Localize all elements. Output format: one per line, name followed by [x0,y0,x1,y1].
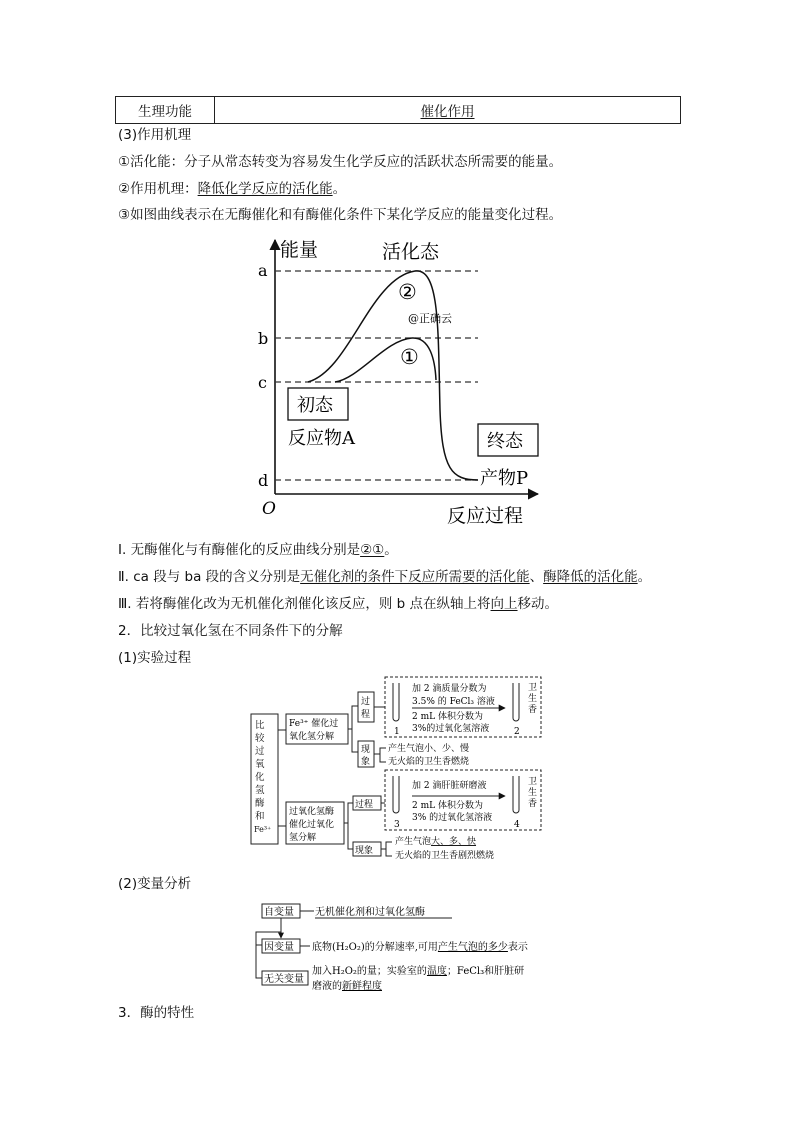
test-tube-2 [513,683,519,721]
p1-text: 2 mL 体积分数为 [412,712,483,722]
question-3: Ⅲ. 若将酶催化改为无机催化剂催化该反应，则 b 点在纵轴上将向上移动。 [118,596,559,612]
tube-3-label: 3 [394,820,400,830]
question-1: Ⅰ. 无酶催化与有酶催化的反应曲线分别是②①。 [118,542,398,558]
test-tube-4 [513,776,519,813]
p1-text: 3%的过氧化氢溶液 [412,724,490,734]
p2-text: 加 2 滴肝脏研磨液 [412,781,487,791]
variable-heading: (2)变量分析 [118,876,192,892]
origin-label: O [262,499,276,519]
active-state-label: 活化态 [382,241,440,263]
energy-diagram [250,232,550,528]
enzyme-box-line: 催化过氧化 [289,820,335,830]
main-char: 较 [255,733,265,744]
q3-answer: 向上 [490,596,518,612]
irrelevant-label: 无关变量 [264,974,304,985]
main-char: 氧 [255,759,265,770]
incense-1-char: 卫 [528,683,538,693]
incense-2-char: 卫 [528,777,538,787]
p1-text: 加 2 滴质量分数为 [412,684,487,694]
paragraph-mechanism: ②作用机理：降低化学反应的活化能。 [118,181,347,197]
final-state-label: 终态 [487,431,523,452]
function-table [115,96,681,124]
mechanism-answer: 降低化学反应的活化能 [197,181,333,197]
tube-1-label: 1 [394,727,400,737]
phenomenon-2-label: 现象 [355,846,374,856]
experiment-flowchart [248,674,544,866]
fe-box-line: Fe³⁺ 催化过 [289,719,339,729]
test-tube-1 [393,683,399,721]
dependent-label: 因变量 [264,942,294,953]
variable-diagram [254,900,554,996]
q1-answer: ②① [360,542,385,558]
phenomenon-1-a: 产生气泡小、少、慢 [388,744,470,754]
section-2-heading: 2．比较过氧化氢在不同条件下的分解 [118,623,343,639]
incense-1-char: 生 [528,694,538,704]
enzyme-box-line: 氢分解 [289,833,317,843]
curve-enzyme [335,338,436,382]
level-c-label: c [258,373,267,392]
q2-answer-2: 酶降低的活化能 [543,569,638,585]
main-char: 氢 [255,785,265,796]
incense-1-char: 香 [528,705,538,715]
s3-heading: (3)作用机理 [118,127,192,143]
paragraph-activation-energy: ①活化能：分子从常态转变为容易发生化学反应的活跃状态所需要的能量。 [118,154,563,170]
level-a-label: a [258,261,268,280]
experiment-heading: (1)实验过程 [118,650,192,666]
incense-2-char: 香 [528,799,538,809]
p1-text: 3.5% 的 FeCl₃ 溶液 [412,697,495,707]
paragraph-curve-intro: ③如图曲线表示在无酶催化和有酶催化条件下某化学反应的能量变化过程。 [118,207,563,223]
level-b-label: b [258,329,269,348]
process-1-char: 程 [361,710,371,720]
q2-answer-1: 无催化剂的条件下反应所需要的活化能 [300,569,530,585]
tube-2-label: 2 [514,727,520,737]
level-d-label: d [258,471,269,490]
table-value-answer: 催化作用 [420,104,475,120]
dependent-text: 底物(H₂O₂)的分解速率,可用产生气泡的多少表示 [312,942,528,953]
curve-2-label: ② [398,280,417,304]
question-2: Ⅱ. ca 段与 ba 段的含义分别是无催化剂的条件下反应所需要的活化能、酶降低的活化能。 [118,569,652,585]
main-char: 化 [255,772,265,783]
curve-1-label: ① [400,345,419,369]
main-char: 比 [255,720,265,731]
phenomenon-1-char: 象 [361,757,371,767]
section-3-heading: 3．酶的特性 [118,1005,195,1021]
enzyme-box-line: 过氧化氢酶 [289,807,335,817]
main-char: Fe³⁺ [254,825,272,834]
tube-4-label: 4 [514,820,520,830]
process-1-char: 过 [361,697,371,707]
incense-2-char: 生 [528,788,538,798]
main-char: 酶 [255,798,265,809]
irrelevant-line-2: 磨液的新鲜程度 [312,981,382,992]
initial-state-label: 初态 [297,395,333,416]
phenomenon-2-b: 无火焰的卫生香剧烈燃烧 [395,851,495,861]
y-axis-label: 能量 [280,239,319,261]
p2-text: 3% 的过氧化氢溶液 [412,813,493,823]
main-char: 和 [255,811,265,822]
watermark: @正确云 [408,312,452,325]
product-label: 产物P [480,468,529,489]
test-tube-3 [393,776,399,813]
process-2-label: 过程 [355,800,374,810]
phenomenon-1-b: 无火焰的卫生香燃烧 [388,757,470,767]
p2-text: 2 mL 体积分数为 [412,801,483,811]
main-char: 过 [255,746,265,757]
table-cell-label: 生理功能 [116,97,215,124]
fe-box-line: 氧化氢分解 [289,732,335,742]
irrelevant-line-1: 加入H₂O₂的量；实验室的温度；FeCl₃和肝脏研 [312,966,525,977]
phenomenon-2-a: 产生气泡大、多、快 [395,837,477,847]
independent-label: 自变量 [264,907,294,918]
table-cell-value [215,97,681,124]
x-axis-label: 反应过程 [447,505,524,527]
phenomenon-1-char: 现 [361,745,371,755]
independent-text: 无机催化剂和过氧化氢酶 [315,907,425,918]
reactant-label: 反应物A [288,428,355,449]
